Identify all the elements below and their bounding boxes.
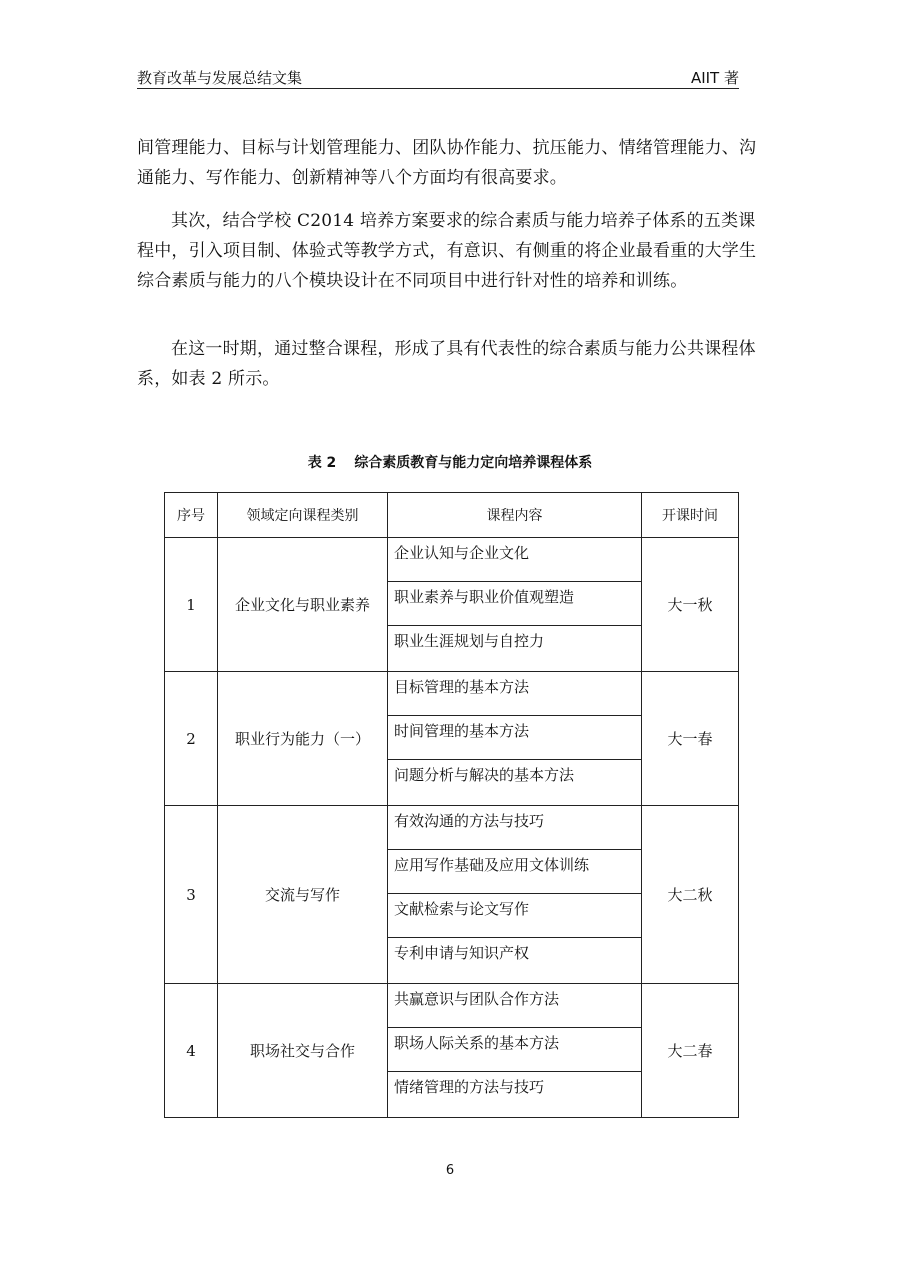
course-item: 目标管理的基本方法: [388, 672, 641, 716]
course-item: 有效沟通的方法与技巧: [388, 806, 641, 850]
course-item: 时间管理的基本方法: [388, 716, 641, 760]
course-item: 职场人际关系的基本方法: [388, 1028, 641, 1072]
course-item: 文献检索与论文写作: [388, 894, 641, 938]
header-num: 序号: [165, 493, 218, 538]
course-item: 问题分析与解决的基本方法: [394, 766, 575, 784]
row-content: [388, 806, 642, 984]
row-num: 3: [165, 806, 218, 984]
row-category: 企业文化与职业素养: [218, 538, 388, 672]
header-content: 课程内容: [388, 493, 642, 538]
row-time: 大二秋: [642, 806, 739, 984]
header-time: 开课时间: [642, 493, 739, 538]
row-category: 职业行为能力（一）: [218, 672, 388, 806]
paragraph-2: 其次，结合学校 C2014 培养方案要求的综合素质与能力培养子体系的五类课程中，引入项目制、体验式等教学方式，有意识、有侧重的将企业最看重的大学生综合素质与能力的八个模块设计在不同项目中进行针对性的培养和训练。: [137, 211, 757, 291]
paragraph-1: 间管理能力、目标与计划管理能力、团队协作能力、抗压能力、情绪管理能力、沟通能力、写作能力、创新精神等八个方面均有很高要求。: [137, 138, 757, 188]
course-item: 共赢意识与团队合作方法: [388, 984, 641, 1028]
row-num: 2: [165, 672, 218, 806]
paragraph-3: 在这一时期，通过整合课程，形成了具有代表性的综合素质与能力公共课程体系，如表 2 所示。: [137, 339, 756, 389]
table-header-row: [165, 493, 739, 538]
page-number: 6: [445, 1163, 455, 1178]
course-item: 情绪管理的方法与技巧: [394, 1078, 545, 1096]
table-caption-title: 综合素质教育与能力定向培养课程体系: [354, 455, 593, 471]
row-time: 大二春: [642, 984, 739, 1118]
header-category: 领域定向课程类别: [218, 493, 388, 538]
page-header: [137, 66, 739, 89]
table-caption: [0, 452, 900, 472]
header-title: 教育改革与发展总结文集: [137, 69, 303, 87]
course-item: 应用写作基础及应用文体训练: [388, 850, 641, 894]
row-time: 大一秋: [642, 538, 739, 672]
course-item: 企业认知与企业文化: [388, 538, 641, 582]
row-category: 交流与写作: [218, 806, 388, 984]
table-row: [165, 538, 739, 672]
row-content: [388, 672, 642, 806]
table-caption-number: 表 2: [307, 455, 337, 471]
row-num: 1: [165, 538, 218, 672]
row-num: 4: [165, 984, 218, 1118]
table-row: [165, 984, 739, 1118]
course-item: 职业生涯规划与自控力: [394, 632, 545, 650]
table-row: [165, 672, 739, 806]
course-table: [164, 492, 739, 1118]
course-item: 专利申请与知识产权: [394, 944, 530, 962]
table-row: [165, 806, 739, 984]
header-author: AIIT 著: [690, 69, 739, 87]
row-content: [388, 538, 642, 672]
row-content: [388, 984, 642, 1118]
course-item: 职业素养与职业价值观塑造: [388, 582, 641, 626]
row-category: 职场社交与合作: [218, 984, 388, 1118]
row-time: 大一春: [642, 672, 739, 806]
